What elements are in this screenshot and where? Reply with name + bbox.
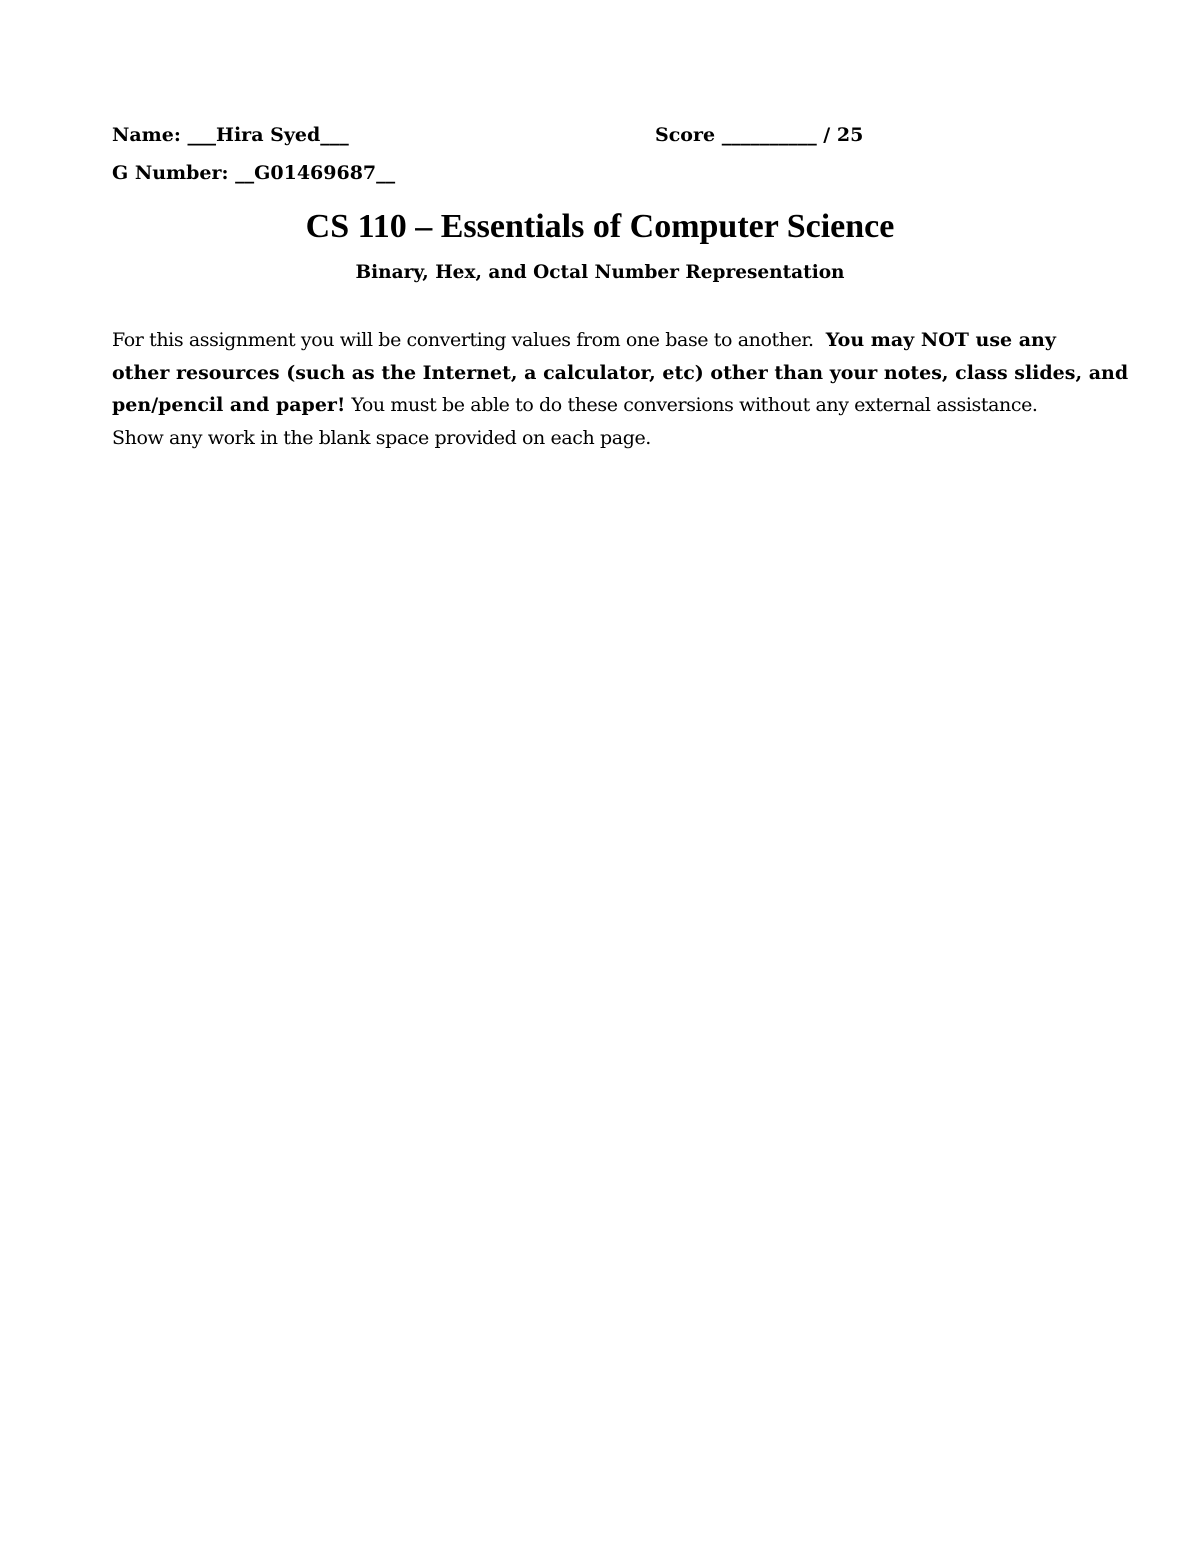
instructions-line-3 <box>112 389 1072 422</box>
gnumber-field <box>112 162 395 184</box>
instructions-emphasis: pen/pencil and paper! <box>112 394 346 416</box>
instructions-line-4 <box>112 422 1072 455</box>
instructions-emphasis: You may NOT use any <box>825 329 1056 351</box>
name-value: ___Hira Syed___ <box>187 124 349 146</box>
name-label: Name: <box>112 124 181 146</box>
instructions-paragraph <box>112 324 1129 454</box>
instructions-line-2 <box>112 357 1129 390</box>
instructions-text: Show any work in the blank space provided on each page. <box>112 426 651 449</box>
score-field <box>655 124 863 146</box>
instructions-text: For this assignment you will be converting values from one base to another. <box>112 329 814 351</box>
gnumber-value: __G01469687__ <box>235 162 396 184</box>
gnumber-label: G Number: <box>112 162 229 184</box>
score-value: __________ / 25 <box>721 124 864 146</box>
name-field <box>112 124 349 146</box>
instructions-text: You must be able to do these conversions without any external assistance. <box>351 394 1038 416</box>
score-label: Score <box>655 124 716 146</box>
assignment-subtitle: Binary, Hex, and Octal Number Representation <box>355 262 845 283</box>
course-title: CS 110 – Essentials of Computer Science <box>305 208 895 245</box>
instructions-emphasis: other resources (such as the Internet, a calculator, etc) other than your notes, class slides, and <box>112 361 1129 384</box>
instructions-line-1 <box>112 324 1072 357</box>
